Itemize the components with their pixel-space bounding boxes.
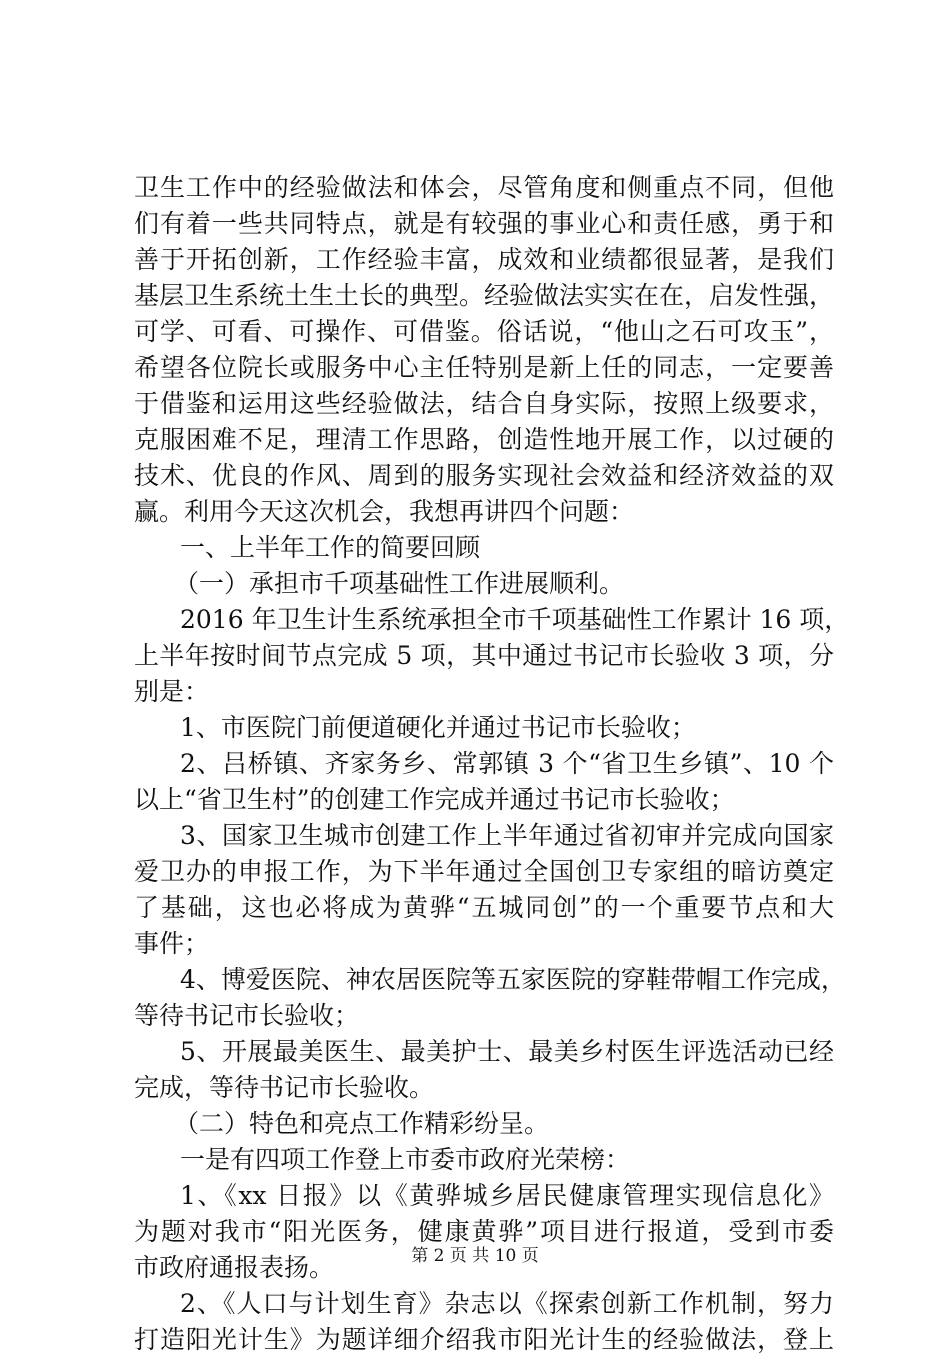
- text-line: 为题对我市“阳光医务，健康黄骅”项目进行报道，受到市委: [134, 1217, 834, 1246]
- text-line: 了基础，这也必将成为黄骅“五城同创”的一个重要节点和大: [134, 893, 834, 922]
- text-line: 以上“省卫生村”的创建工作完成并通过书记市长验收；: [134, 785, 735, 814]
- text-line: 克服困难不足，理清工作思路，创造性地开展工作，以过硬的: [134, 425, 834, 454]
- text-line: 2、吕桥镇、齐家务乡、常郭镇 3 个“省卫生乡镇”、10 个: [180, 749, 834, 778]
- text-line: 市政府通报表扬。: [134, 1253, 335, 1282]
- text-line: 等待书记市长验收；: [134, 1001, 360, 1030]
- text-line: 于借鉴和运用这些经验做法，结合自身实际，按照上级要求，: [134, 389, 834, 418]
- text-line: 们有着一些共同特点，就是有较强的事业心和责任感，勇于和: [134, 209, 834, 238]
- text-line: 打造阳光计生》为题详细介绍我市阳光计生的经验做法，登上: [134, 1325, 834, 1354]
- text-line: 2、《人口与计划生育》杂志以《探索创新工作机制，努力: [180, 1289, 834, 1318]
- text-line: 完成，等待书记市长验收。: [134, 1073, 435, 1102]
- text-line: 上半年按时间节点完成 5 项，其中通过书记市长验收 3 项，分: [134, 641, 834, 670]
- text-line: 3、国家卫生城市创建工作上半年通过省初审并完成向国家: [180, 821, 834, 850]
- text-line: 4、博爱医院、神农居医院等五家医院的穿鞋带帽工作完成，: [180, 965, 846, 994]
- text-line: 一、上半年工作的简要回顾: [180, 533, 481, 562]
- text-line: 5、开展最美医生、最美护士、最美乡村医生评选活动已经: [180, 1037, 834, 1066]
- text-line: 别是：: [134, 677, 210, 706]
- text-line: （一）承担市千项基础性工作进展顺利。: [174, 569, 625, 598]
- text-line: 基层卫生系统土生土长的典型。经验做法实实在在，启发性强，: [134, 281, 835, 310]
- document-body: [134, 170, 850, 1358]
- text-line: 1、市医院门前便道硬化并通过书记市长验收；: [180, 713, 696, 742]
- text-line: 善于开拓创新，工作经验丰富，成效和业绩都很显著，是我们: [134, 245, 834, 274]
- text-line: 卫生工作中的经验做法和体会，尽管角度和侧重点不同，但他: [134, 173, 834, 202]
- text-line: 爱卫办的申报工作，为下半年通过全国创卫专家组的暗访奠定: [134, 857, 834, 886]
- text-line: （二）特色和亮点工作精彩纷呈。: [174, 1109, 550, 1138]
- text-line: 1、《xx 日报》以《黄骅城乡居民健康管理实现信息化》: [180, 1181, 834, 1210]
- text-line: 赢。利用今天这次机会，我想再讲四个问题：: [134, 497, 635, 526]
- text-line: 技术、优良的作风、周到的服务实现社会效益和经济效益的双: [134, 461, 834, 490]
- text-line: 事件；: [134, 929, 210, 958]
- text-line: 2016 年卫生计生系统承担全市千项基础性工作累计 16 项，: [180, 605, 850, 634]
- text-line: 一是有四项工作登上市委市政府光荣榜：: [180, 1145, 631, 1174]
- text-line: 希望各位院长或服务中心主任特别是新上任的同志，一定要善: [134, 353, 834, 382]
- page-footer: 第 2 页 共 10 页: [411, 1246, 539, 1266]
- text-line: 可学、可看、可操作、可借鉴。俗话说，“他山之石可攻玉”，: [134, 317, 834, 346]
